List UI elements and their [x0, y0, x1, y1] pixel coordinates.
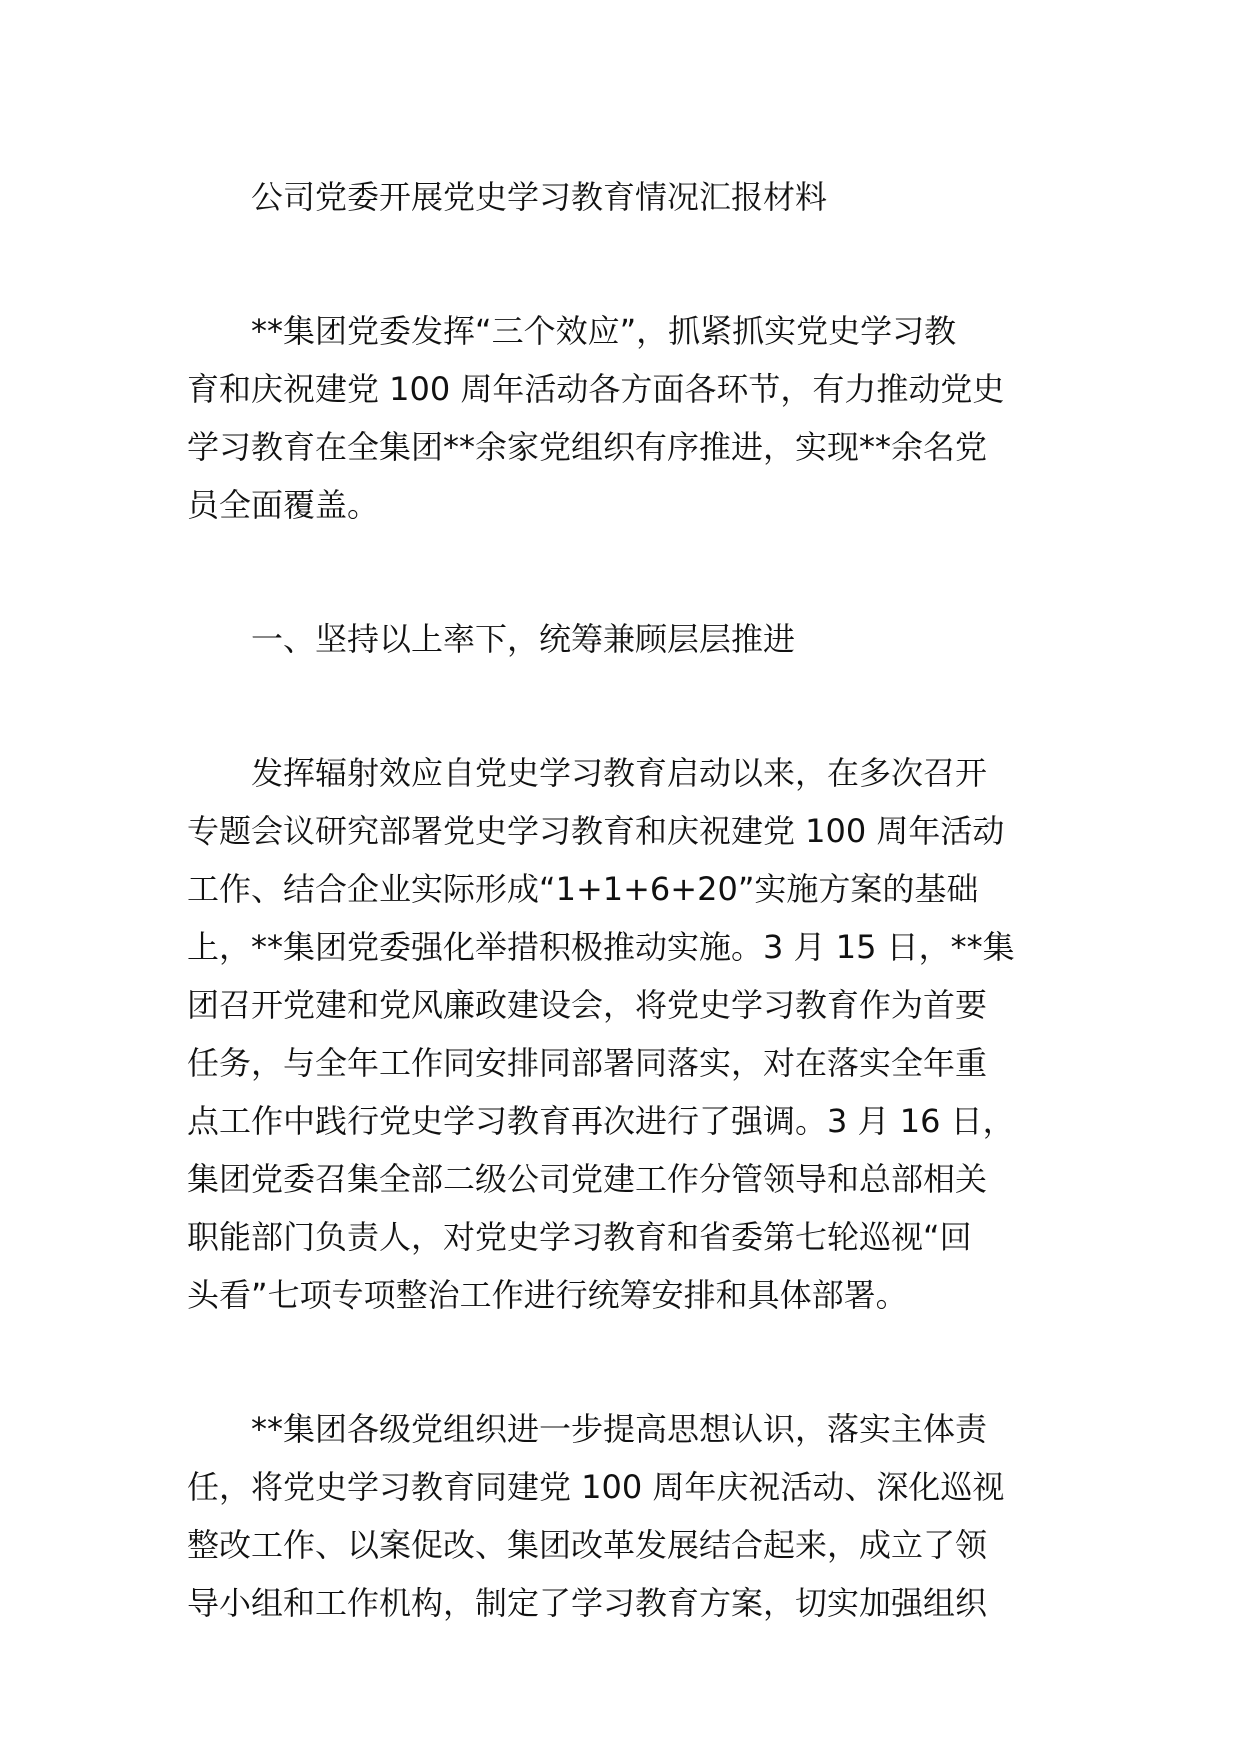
paragraph-line: 专题会议研究部署党史学习教育和庆祝建党 100 周年活动	[187, 812, 1005, 850]
section-1-paragraph-2	[187, 1400, 1053, 1632]
paragraph-line: 整改工作、以案促改、集团改革发展结合起来，成立了领	[187, 1526, 988, 1564]
spacer	[187, 534, 1053, 610]
paragraph-line: 团召开党建和党风廉政建设会，将党史学习教育作为首要	[187, 986, 988, 1024]
paragraph-line: 任务，与全年工作同安排同部署同落实，对在落实全年重	[187, 1044, 988, 1082]
document-title: 公司党委开展党史学习教育情况汇报材料	[251, 178, 828, 216]
paragraph-line: 育和庆祝建党 100 周年活动各方面各环节，有力推动党史	[187, 370, 1005, 408]
section-1-paragraph-1	[187, 744, 1053, 1324]
section-heading: 一、坚持以上率下，统筹兼顾层层推进	[251, 620, 796, 658]
spacer	[187, 1324, 1053, 1400]
paragraph-line: 学习教育在全集团**余家党组织有序推进，实现**余名党	[187, 428, 988, 466]
paragraph-line: 上，**集团党委强化举措积极推动实施。3 月 15 日，**集	[187, 928, 1015, 966]
spacer	[187, 226, 1053, 302]
paragraph-line: 头看”七项专项整治工作进行统筹安排和具体部署。	[187, 1276, 908, 1314]
spacer	[187, 668, 1053, 744]
paragraph-line: 职能部门负责人，对党史学习教育和省委第七轮巡视“回	[187, 1218, 972, 1256]
paragraph-line: 导小组和工作机构，制定了学习教育方案，切实加强组织	[187, 1584, 988, 1622]
paragraph-line: **集团各级党组织进一步提高思想认识，落实主体责	[251, 1410, 988, 1448]
intro-paragraph	[187, 302, 1053, 534]
paragraph-line: 工作、结合企业实际形成“1+1+6+20”实施方案的基础	[187, 870, 979, 908]
document-content	[187, 168, 1053, 1632]
paragraph-line: 发挥辐射效应自党史学习教育启动以来，在多次召开	[251, 754, 988, 792]
paragraph-line: 集团党委召集全部二级公司党建工作分管领导和总部相关	[187, 1160, 988, 1198]
paragraph-line: 任，将党史学习教育同建党 100 周年庆祝活动、深化巡视	[187, 1468, 1005, 1506]
paragraph-line: **集团党委发挥“三个效应”，抓紧抓实党史学习教	[251, 312, 957, 350]
paragraph-line: 员全面覆盖。	[187, 486, 380, 524]
paragraph-line: 点工作中践行党史学习教育再次进行了强调。3 月 16 日，	[187, 1102, 1015, 1140]
